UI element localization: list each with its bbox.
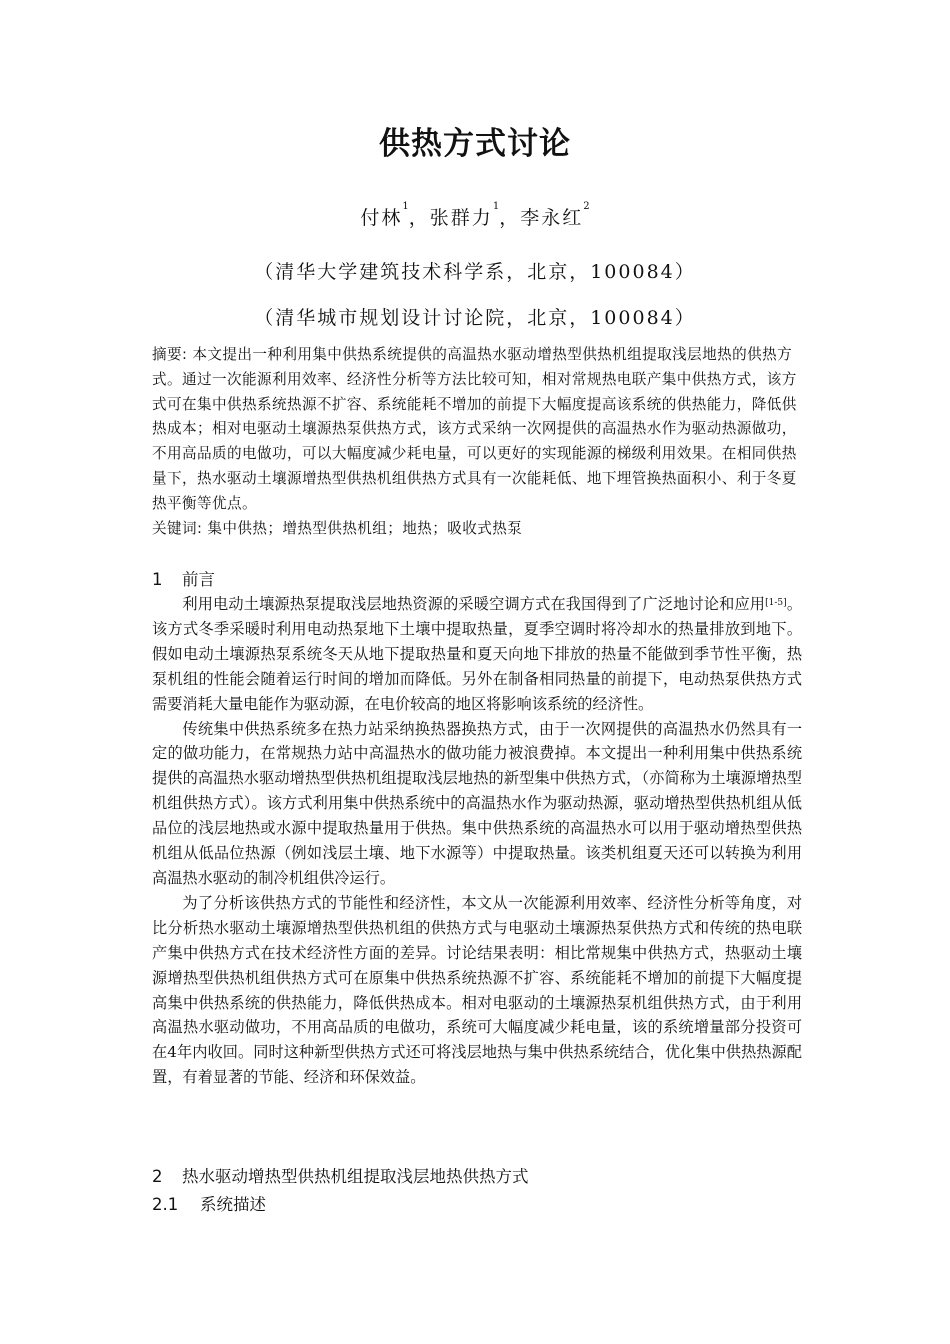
subsection-heading-2-1 (152, 1191, 266, 1215)
author-name: 张群力 (429, 207, 493, 229)
section-title: 热水驱动增热型供热机组提取浅层地热供热方式 (182, 1167, 529, 1186)
author-separator: ， (408, 207, 430, 229)
author-affiliation-mark: 1 (402, 201, 409, 212)
paragraph: 传统集中供热系统多在热力站采纳换热器换热方式，由于一次网提供的高温热水仍然具有一定的做功能力，在常规热力站中高温热水的做功能力被浪费掉。本文提出一种利用集中供热系统提供的高温热水驱动增热型供热机组提取浅层地热的新型集中供热方式，（亦简称为土壤源增热型机组供热方式）。该方式利用集中供热系统中的高温热水作为驱动热源，驱动增热型供热机组从低品位的浅层地热或水源中提取热量用于供热。集中供热系统的高温热水可以用于驱动增热型供热机组从低品位热源（例如浅层土壤、地下水源等）中提取热量。该类机组夏天还可以转换为利用高温热水驱动的制冷机组供冷运行。 (152, 719, 802, 887)
affiliation-2: （清华城市规划设计讨论院，北京，100084） (254, 307, 696, 329)
section-heading-2 (152, 1163, 529, 1187)
paragraph-text: 。该方式冬季采暖时利用电动热泵地下土壤中提取热量，夏季空调时将冷却水的热量排放到地下。假如电动土壤源热泵系统冬天从地下提取热量和夏天向地下排放的热量不能做到季节性平衡，热泵机组的性能会随着运行时间的增加而降低。另外在制备相同热量的前提下，电动热泵供热方式需要消耗大量电能作为驱动源，在电价较高的地区将影响该系统的经济性。 (152, 595, 803, 713)
section-number: 2 (152, 1167, 163, 1186)
author-separator: ， (499, 207, 521, 229)
author-name: 李永红 (520, 207, 584, 229)
abstract (152, 343, 802, 517)
section-1-body (152, 592, 802, 1090)
section-number: 1 (152, 570, 163, 589)
author-name: 付林 (360, 207, 403, 229)
section-heading-1 (152, 566, 215, 590)
section-title: 前言 (182, 570, 215, 589)
author-line (0, 203, 950, 230)
paragraph: 为了分析该供热方式的节能性和经济性，本文从一次能源利用效率、经济性分析等角度，对比分析热水驱动土壤源增热型供热机组的供热方式与电驱动土壤源热泵供热方式和传统的热电联产集中供热方式在技术经济性方面的差异。讨论结果表明：相比常规集中供热方式，热驱动土壤源增热型供热机组供热方式可在原集中供热系统热源不扩容、系统能耗不增加的前提下大幅度提高集中供热系统的供热能力，降低供热成本。相对电驱动的土壤源热泵机组供热方式，由于利用高温热水驱动做功，不用高品质的电做功，系统可大幅度减少耗电量，该的系统增量部分投资可在4年内收回。同时这种新型供热方式还可将浅层地热与集中供热系统结合，优化集中供热热源配置，有着显著的节能、经济和环保效益。 (152, 893, 802, 1087)
affiliation-1: （清华大学建筑技术科学系，北京，100084） (254, 261, 696, 283)
paper-title: 供热方式讨论 (379, 126, 571, 162)
keywords-text: 集中供热；增热型供热机组；地热；吸收式热泵 (207, 520, 523, 537)
citation-ref: [1-5] (765, 598, 787, 608)
subsection-title: 系统描述 (200, 1195, 266, 1214)
paragraph-text: 利用电动土壤源热泵提取浅层地热资源的采暖空调方式在我国得到了广泛地讨论和应用 (182, 595, 766, 613)
abstract-text: 本文提出一种利用集中供热系统提供的高温热水驱动增热型供热机组提取浅层地热的供热方式。通过一次能源利用效率、经济性分析等方法比较可知，相对常规热电联产集中供热方式，该方式可在集中供热系统热源不扩容、系统能耗不增加的前提下大幅度提高该系统的供热能力，降低供热成本；相对电驱动土壤源热泵供热方式，该方式采纳一次网提供的高温热水作为驱动热源做功，不用高品质的电做功，可以大幅度减少耗电量，可以更好的实现能源的梯级利用效果。在相同供热量下，热水驱动土壤源增热型供热机组供热方式具有一次能耗低、地下埋管换热面积小、利于冬夏热平衡等优点。 (152, 346, 797, 512)
keywords-label: 关键词: (152, 520, 203, 537)
author-affiliation-mark: 1 (492, 201, 500, 212)
subsection-number: 2.1 (152, 1195, 179, 1214)
author-affiliation-mark: 2 (583, 201, 590, 212)
abstract-label: 摘要: (152, 346, 188, 363)
keywords (152, 517, 802, 541)
paragraph (152, 592, 802, 717)
